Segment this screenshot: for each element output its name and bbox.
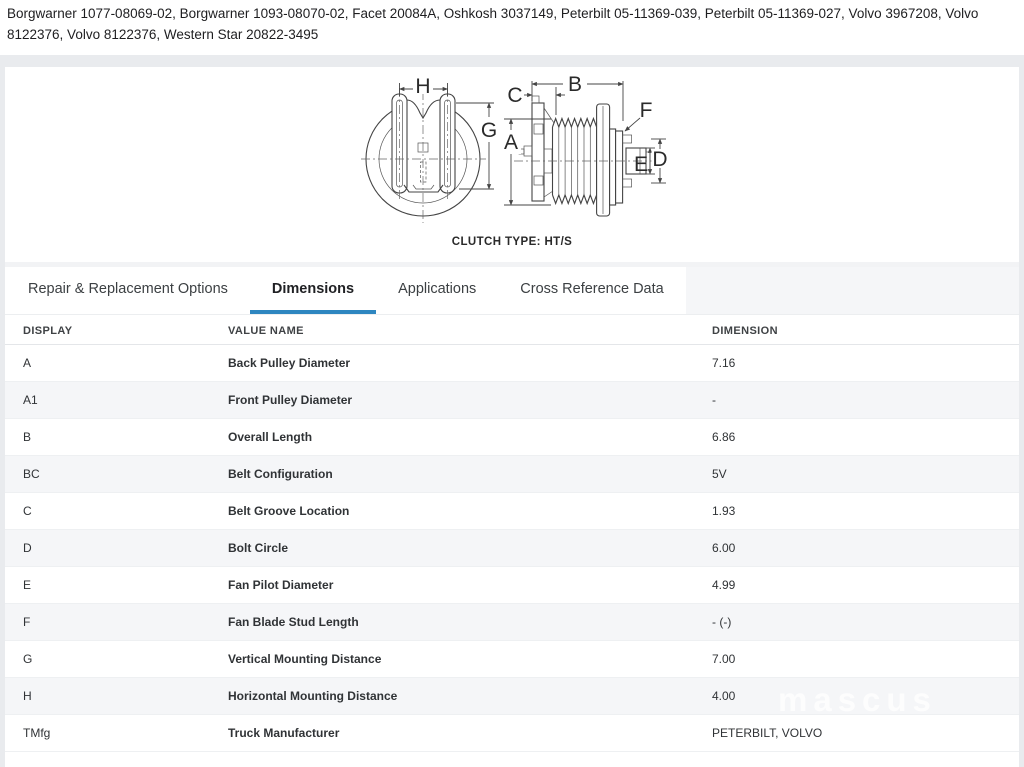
- cell-display: TMfg: [5, 715, 210, 752]
- front-view: [361, 75, 499, 223]
- cell-display: H: [5, 678, 210, 715]
- cell-value-name: Belt Configuration: [210, 456, 694, 493]
- cell-display: D: [5, 530, 210, 567]
- cell-display: G: [5, 641, 210, 678]
- table-row: [5, 530, 1019, 567]
- tab-bar: [5, 267, 1019, 315]
- cell-display: BC: [5, 456, 210, 493]
- cell-display: E: [5, 567, 210, 604]
- cell-dimension: 1.93: [694, 493, 1019, 530]
- clutch-diagram: [356, 73, 668, 226]
- cell-value-name: Truck Manufacturer: [210, 715, 694, 752]
- tab-bar-filler: [686, 267, 1019, 314]
- dim-label-e: E: [633, 153, 649, 176]
- tab-applications[interactable]: Applications: [398, 280, 477, 297]
- cell-dimension: 4.99: [694, 567, 1019, 604]
- table-row: [5, 567, 1019, 604]
- cell-display: F: [5, 604, 210, 641]
- cell-display: C: [5, 493, 210, 530]
- watermark: mascus: [778, 681, 937, 718]
- dim-label-c: C: [507, 84, 523, 107]
- dim-label-b: B: [567, 73, 583, 96]
- cell-value-name: Vertical Mounting Distance: [210, 641, 694, 678]
- cell-dimension: - (-): [694, 604, 1019, 641]
- clutch-type-caption: CLUTCH TYPE: HT/S: [451, 236, 573, 248]
- table-row: [5, 493, 1019, 530]
- cell-display: B: [5, 419, 210, 456]
- cell-value-name: Belt Groove Location: [210, 493, 694, 530]
- cell-value-name: Overall Length: [210, 419, 694, 456]
- dimensions-table: [5, 317, 1019, 752]
- cell-value-name: Bolt Circle: [210, 530, 694, 567]
- cell-dimension: -: [694, 382, 1019, 419]
- dim-label-d: D: [652, 148, 668, 171]
- col-header-display: DISPLAY: [5, 317, 210, 345]
- cell-dimension: PETERBILT, VOLVO: [694, 715, 1019, 752]
- dim-label-h: H: [415, 75, 431, 98]
- cell-dimension: 5V: [694, 456, 1019, 493]
- tab-dimensions[interactable]: Dimensions: [250, 267, 376, 314]
- cell-display: A1: [5, 382, 210, 419]
- table-row: [5, 345, 1019, 382]
- col-header-dimension: DIMENSION: [694, 317, 1019, 345]
- table-row: [5, 456, 1019, 493]
- cell-value-name: Horizontal Mounting Distance: [210, 678, 694, 715]
- dim-label-f: F: [639, 99, 653, 122]
- cell-dimension: 6.86: [694, 419, 1019, 456]
- dim-label-g: G: [480, 119, 498, 142]
- cell-value-name: Fan Pilot Diameter: [210, 567, 694, 604]
- cell-display: A: [5, 345, 210, 382]
- table-header-row: [5, 317, 1019, 345]
- content-card: [5, 67, 1019, 767]
- cell-value-name: Front Pulley Diameter: [210, 382, 694, 419]
- table-row: [5, 382, 1019, 419]
- cell-dimension: 4.00: [694, 678, 1019, 715]
- table-row: [5, 604, 1019, 641]
- cell-dimension: 7.00: [694, 641, 1019, 678]
- cell-dimension: 6.00: [694, 530, 1019, 567]
- col-header-value-name: VALUE NAME: [210, 317, 694, 345]
- side-view: [501, 73, 668, 216]
- dim-label-a: A: [503, 131, 519, 154]
- table-row: [5, 678, 1019, 715]
- cell-value-name: Back Pulley Diameter: [210, 345, 694, 382]
- table-row: [5, 641, 1019, 678]
- clutch-diagram-section: [5, 67, 1019, 248]
- table-row: [5, 419, 1019, 456]
- tab-repair-replacement-options[interactable]: Repair & Replacement Options: [28, 280, 228, 297]
- part-numbers-header: Borgwarner 1077-08069-02, Borgwarner 1093-08070-02, Facet 20084A, Oshkosh 3037149, Peterbilt 05-11369-039, Peterbilt 05-11369-027, Volvo 3967208, Volvo 8122376, Volvo 8122376, Western Star 20822-3495: [0, 0, 1024, 55]
- tab-cross-reference-data[interactable]: Cross Reference Data: [520, 280, 664, 297]
- cell-value-name: Fan Blade Stud Length: [210, 604, 694, 641]
- cell-dimension: 7.16: [694, 345, 1019, 382]
